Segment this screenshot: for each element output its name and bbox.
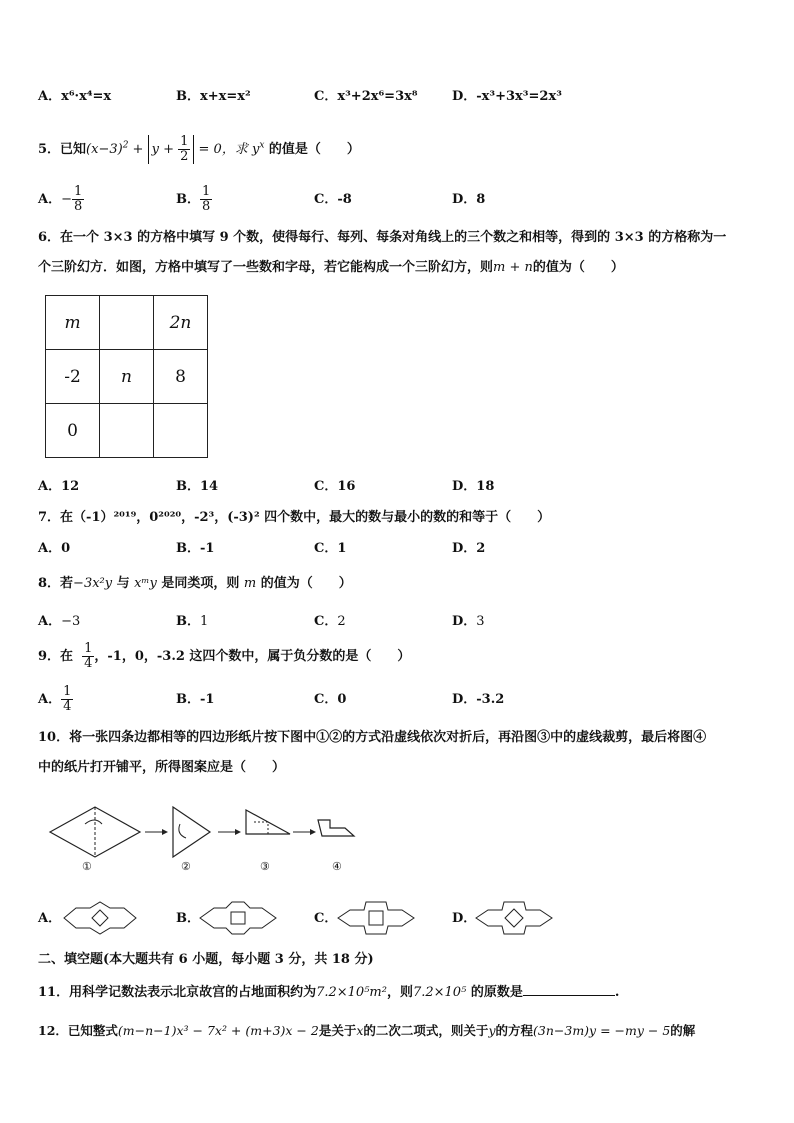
grid-cell: n [100, 350, 154, 404]
pattern-b-figure [198, 900, 278, 936]
grid-cell: 0 [46, 404, 100, 458]
q4-option-c: C．x³+2x⁶=3x⁸ [314, 89, 418, 104]
q4-option-d: D．-x³+3x³=2x³ [452, 89, 562, 104]
q5-option-b: B． $\frac{1}{8}$ [176, 184, 211, 214]
q8-option-c: C．2 [314, 614, 346, 629]
magic-square-grid [45, 295, 208, 458]
answer-blank[interactable] [523, 983, 615, 996]
step-label: ④ [332, 860, 342, 873]
grid-cell: -2 [46, 350, 100, 404]
grid-cell [100, 296, 154, 350]
cut-shape [318, 820, 354, 836]
q7-stem: 7．在（-1）²⁰¹⁹，0²⁰²⁰，-2³，(-3)² 四个数中，最大的数与最小的数的和等于（ ） [38, 510, 551, 525]
grid-cell: 8 [154, 350, 208, 404]
step-label: ③ [260, 860, 270, 873]
q10-stem-line1: 10．将一张四条边都相等的四边形纸片按下图中①②的方式沿虚线依次对折后，再沿图③中的虚线裁剪，最后将图④ [38, 730, 707, 745]
section-heading: 二、填空题(本大题共有 6 小题，每小题 3 分，共 18 分) [38, 952, 374, 967]
q6-option-c: C．16 [314, 479, 356, 494]
q8-option-b: B．1 [176, 614, 209, 629]
q4-option-b: B．x+x=x² [176, 89, 251, 104]
q7-option-a: A．0 [38, 541, 71, 556]
q8-option-a: A．−3 [38, 614, 81, 629]
q5-option-d: D．8 [452, 192, 486, 207]
q7-option-d: D．2 [452, 541, 486, 556]
q10-option-d: D． [452, 911, 477, 926]
q12-stem: 12．已知整式(m−n−1)x³ − 7x² + (m+3)x − 2是关于x的二次二项式，则关于y的方程(3n−3m)y = −my − 5的解 [38, 1023, 696, 1038]
q6-option-b: B．14 [176, 479, 219, 494]
pattern-d-figure [474, 898, 554, 938]
q9-option-c: C．0 [314, 692, 347, 707]
q9-stem: 9．在 $\frac{1}{4}$ ，-1，0，-3.2 这四个数中，属于负分数的是（ ） [38, 641, 411, 671]
q6-option-a: A．12 [38, 479, 80, 494]
q9-option-d: D．-3.2 [452, 692, 505, 707]
q5-option-c: C．-8 [314, 192, 352, 207]
grid-cell: m [46, 296, 100, 350]
q9-option-b: B．-1 [176, 692, 215, 707]
step-label: ② [181, 860, 191, 873]
q10-stem-line2: 中的纸片打开铺平，所得图案应是（ ） [38, 760, 286, 775]
pattern-c-figure [336, 898, 416, 938]
grid-cell [154, 404, 208, 458]
q7-option-c: C．1 [314, 541, 347, 556]
q4-option-a: A．x⁶·x⁴=x [38, 89, 112, 104]
q5-option-a: A．− $\frac{1}{8}$ [38, 184, 83, 214]
q6-option-d: D．18 [452, 479, 495, 494]
q9-option-a: A． $\frac{1}{4}$ [38, 684, 72, 714]
q6-stem-line1: 6．在一个 3×3 的方格中填写 9 个数，使得每行、每列、每条对角线上的三个数之和相等，得到的 3×3 的方格称为一 [38, 230, 727, 245]
q10-option-b: B． [176, 911, 200, 926]
triangle-shape [173, 807, 210, 857]
q10-option-c: C． [314, 911, 338, 926]
q5-stem: 5．已知$(x-3)^2 + y$ + $\frac{1}{2}$ = 0，求 $y^x$ 的值是（ ） [38, 134, 360, 164]
pattern-a-figure [62, 900, 138, 936]
step-label: ① [82, 860, 92, 873]
q11-stem: 11．用科学记数法表示北京故宫的占地面积约为7.2×10⁵m²，则7.2×10⁵ 的原数是 . [38, 985, 620, 1000]
q6-stem-line2: 个三阶幻方．如图，方格中填写了一些数和字母，若它能构成一个三阶幻方，则m + n的值为（ ） [38, 260, 624, 275]
grid-cell [100, 404, 154, 458]
q10-option-a: A． [38, 911, 62, 926]
q7-option-b: B．-1 [176, 541, 215, 556]
q8-stem: 8．若−3x²y 与 xᵐy 是同类项，则 m 的值为（ ） [38, 576, 352, 591]
grid-cell: 2n [154, 296, 208, 350]
q8-option-d: D．3 [452, 614, 485, 629]
